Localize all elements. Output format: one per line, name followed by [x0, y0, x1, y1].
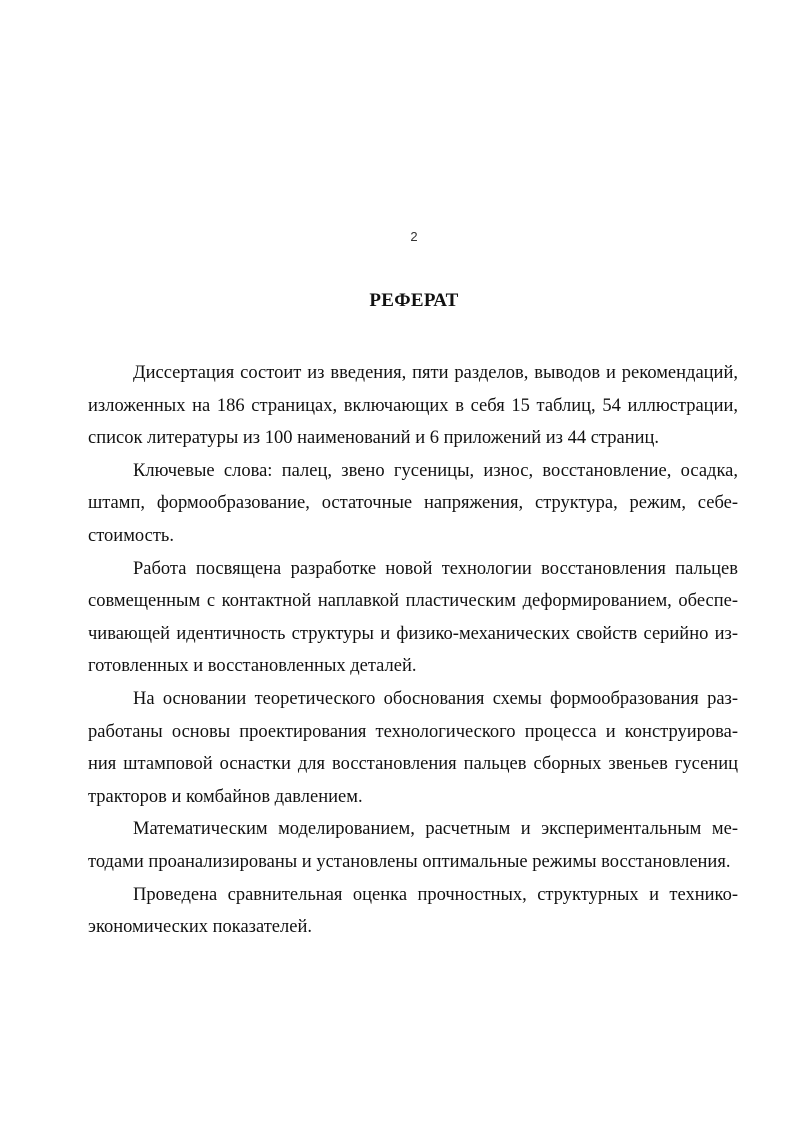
paragraph-overview — [88, 357, 738, 455]
text-line: ния штамповой оснастки для восстановления пальцев сборных звеньев гусениц — [88, 754, 738, 775]
text-line: штамп, формообразование, остаточные напряжения, структура, режим, себе- — [88, 493, 738, 514]
text-line: тодами проанализированы и установлены оптимальные режимы восстановления. — [88, 851, 731, 872]
page-title: РЕФЕРАТ — [369, 290, 459, 311]
text-line: чивающей идентичность структуры и физико-механических свойств серийно из- — [88, 623, 738, 644]
paragraph-purpose — [88, 553, 738, 683]
paragraph-methods — [88, 813, 738, 878]
text-line: экономических показателей. — [88, 917, 312, 938]
text-line: работаны основы проектирования технологического процесса и конструирова- — [88, 721, 738, 742]
paragraph-foundations — [88, 683, 738, 813]
page-number: 2 — [410, 229, 418, 244]
text-line: Математическим моделированием, расчетным и экспериментальным ме- — [133, 819, 738, 840]
text-line: тракторов и комбайнов давлением. — [88, 786, 363, 807]
text-line: Работа посвящена разработке новой технологии восстановления пальцев — [133, 558, 738, 579]
text-line: стоимость. — [88, 525, 174, 546]
text-line: На основании теоретического обоснования схемы формообразования раз- — [133, 688, 738, 709]
text-line: список литературы из 100 наименований и 6 приложений из 44 страниц. — [88, 428, 660, 449]
text-line: готовленных и восстановленных деталей. — [88, 656, 417, 677]
abstract-body — [88, 357, 738, 944]
paragraph-keywords — [88, 455, 738, 553]
text-line: Проведена сравнительная оценка прочностных, структурных и технико- — [133, 884, 738, 905]
text-line: Диссертация состоит из введения, пяти разделов, выводов и рекомендаций, — [133, 363, 738, 383]
text-line: совмещенным с контактной наплавкой пластическим деформированием, обеспе- — [88, 591, 738, 612]
paragraph-evaluation — [88, 879, 738, 944]
text-line: Ключевые слова: палец, звено гусеницы, износ, восстановление, осадка, — [133, 460, 738, 481]
text-line: изложенных на 186 страницах, включающих в себя 15 таблиц, 54 иллюстрации, — [88, 395, 738, 416]
